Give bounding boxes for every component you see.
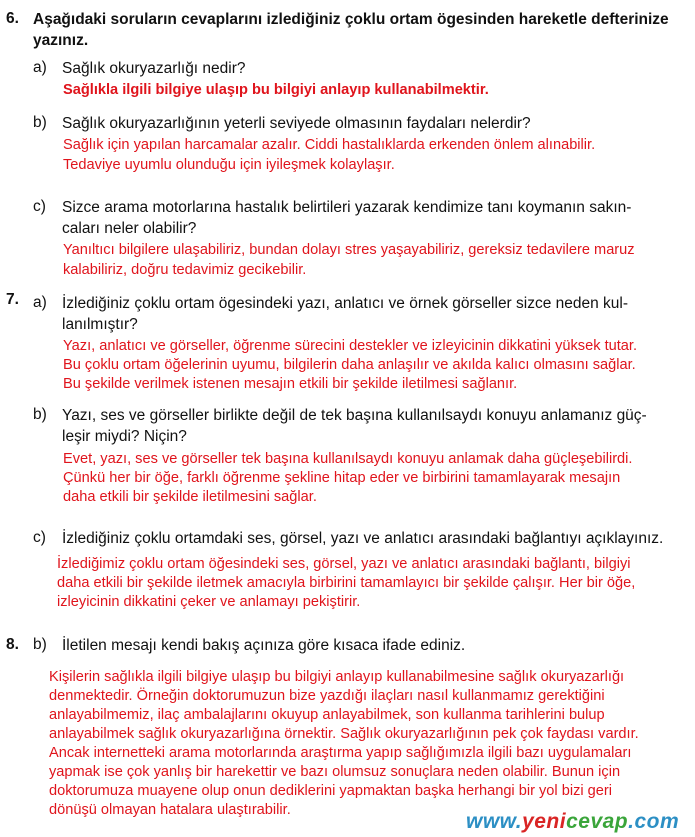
q7-c-question: İzlediğiniz çoklu ortamdaki ses, görsel, yazı ve anlatıcı arasındaki bağlantıyı açıklayınız. xyxy=(62,530,664,547)
question-6-title-line-2: yazınız. xyxy=(33,32,89,49)
q7-b-answer-line-2: Çünkü her bir öğe, farklı öğrenme şekline hitap eder ve birbirini tamamlayarak mesajın xyxy=(63,470,621,486)
watermark-com: .com xyxy=(628,810,680,833)
question-7-number: 7. xyxy=(6,291,19,308)
q8-b-answer-line-5: Ancak internetteki arama motorlarında araştırma yapıp sağlığımızla ilgili bazı uygulamaları xyxy=(49,745,632,761)
q7-a-answer-line-2: Bu çoklu ortam öğelerinin uyumu, bilgilerin daha anlaşılır ve akılda kalıcı olmasını sağlar. xyxy=(63,357,636,373)
question-6-title-line-1: Aşağıdaki soruların cevaplarını izlediğiniz çoklu ortam ögesinden hareketle defterinize xyxy=(33,11,669,28)
q7-a-answer-line-3: Bu şekilde verilmek istenen mesajın etkili bir şekilde iletilmesi sağlanır. xyxy=(63,376,518,392)
q6-a-label: a) xyxy=(33,59,47,76)
watermark-www: www. xyxy=(466,810,523,833)
watermark-cevap: cevap xyxy=(566,810,629,833)
q8-b-question: İletilen mesajı kendi bakış açınıza göre kısaca ifade ediniz. xyxy=(62,637,466,654)
q7-b-answer-line-1: Evet, yazı, ses ve görseller tek başına kullanılsaydı konuyu anlamak daha güçleşebilirdi. xyxy=(63,451,633,467)
q6-c-answer-line-1: Yanıltıcı bilgilere ulaşabiliriz, bundan dolayı stres yaşayabiliriz, gereksiz tedavilere maruz xyxy=(63,242,635,258)
q7-a-question-line-1: İzlediğiniz çoklu ortam ögesindeki yazı, anlatıcı ve örnek görseller sizce neden kul- xyxy=(62,295,629,312)
q7-c-answer-line-1: İzlediğimiz çoklu ortam öğesindeki ses, görsel, yazı ve anlatıcı arasındaki bağlantı, bilgiyi xyxy=(57,556,631,572)
q8-b-answer-line-8: dönüşü olmayan hatalara ulaştırabilir. xyxy=(49,802,291,818)
q6-b-label: b) xyxy=(33,114,47,131)
q8-b-answer-line-1: Kişilerin sağlıkla ilgili bilgiye ulaşıp bu bilgiyi anlayıp kullanabilmesine sağlık okuryazarlığı xyxy=(49,669,625,685)
watermark xyxy=(466,810,679,834)
q6-c-question-line-2: caları neler olabilir? xyxy=(62,220,197,237)
q7-b-label: b) xyxy=(33,406,47,423)
q7-c-answer-line-2: daha etkili bir şekilde iletmek amacıyla birbirini tamamlayıcı bir şekilde çalışır. Her bir öğe, xyxy=(57,575,636,591)
q7-c-label: c) xyxy=(33,529,46,546)
q8-b-answer-line-3: anlayabilmemiz, ilaç ambalajlarını okuyup anlayabilmek, son kullanma tarihlerini bulup xyxy=(49,707,605,723)
watermark-yeni: yeni xyxy=(522,810,567,833)
q6-a-answer: Sağlıkla ilgili bilgiye ulaşıp bu bilgiyi anlayıp kullanabilmektir. xyxy=(63,82,489,98)
q7-b-question-line-1: Yazı, ses ve görseller birlikte değil de tek başına kullanılsaydı konuyu anlamanız güç- xyxy=(62,407,647,424)
q7-a-label: a) xyxy=(33,294,47,311)
q6-b-answer-line-1: Sağlık için yapılan harcamalar azalır. Ciddi hastalıklarda erkenden önlem alınabilir. xyxy=(63,137,596,153)
question-8-number: 8. xyxy=(6,636,19,653)
q8-b-label: b) xyxy=(33,636,47,653)
q7-b-answer-line-3: daha etkili bir şekilde iletilmesini sağlar. xyxy=(63,489,317,505)
q6-a-question: Sağlık okuryazarlığı nedir? xyxy=(62,60,246,77)
q8-b-answer-line-2: denmektedir. Örneğin doktorumuzun bize yazdığı ilaçları nasıl kullanmamız gerektiğini xyxy=(49,688,605,704)
q6-b-answer-line-2: Tedaviye uyumlu olunduğu için iyileşmek kolaylaşır. xyxy=(63,157,395,173)
q7-c-answer-line-3: izleyicinin dikkatini çeker ve anlamayı pekiştirir. xyxy=(57,594,361,610)
q6-c-answer-line-2: kalabiliriz, doğru tedavimiz gecikebilir. xyxy=(63,262,307,278)
q7-a-question-line-2: lanılmıştır? xyxy=(62,316,138,333)
q6-c-label: c) xyxy=(33,198,46,215)
q8-b-answer-line-7: doktorumuza muayene olup onun dediklerini yapmaktan başka herhangi bir yol bizi geri xyxy=(49,783,612,799)
question-6-number: 6. xyxy=(6,10,19,27)
q7-b-question-line-2: leşir miydi? Niçin? xyxy=(62,428,187,445)
q6-c-question-line-1: Sizce arama motorlarına hastalık belirtileri yazarak kendimize tanı koymanın sakın- xyxy=(62,199,632,216)
q8-b-answer-line-6: yapmak ise çok yanlış bir harekettir ve bazı olumsuz sonuçlara neden olabilir. Bunun için xyxy=(49,764,621,780)
q7-a-answer-line-1: Yazı, anlatıcı ve görseller, öğrenme sürecini destekler ve izleyicinin dikkatini yüksek tutar. xyxy=(63,338,638,354)
q8-b-answer-line-4: anlayabilmek sağlık okuryazarlığına örnektir. Sağlık okuryazarlığının pek çok faydası vardır. xyxy=(49,726,639,742)
q6-b-question: Sağlık okuryazarlığının yeterli seviyede olmasının faydaları nelerdir? xyxy=(62,115,531,132)
